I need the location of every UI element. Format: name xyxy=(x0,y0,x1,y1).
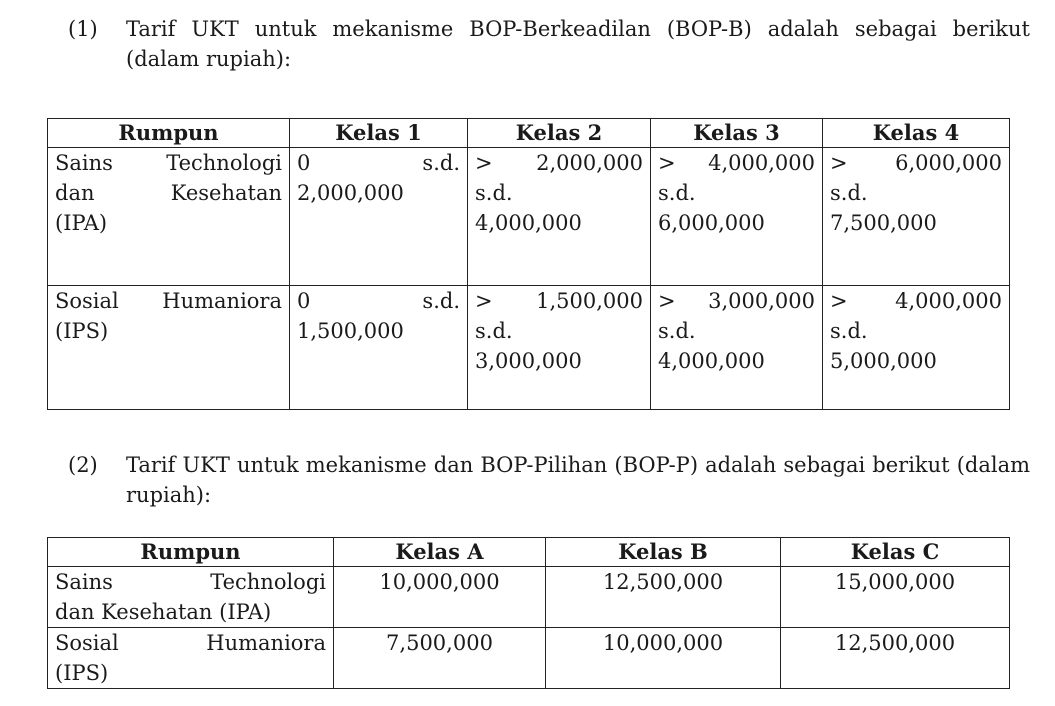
cell-line: > 4,000,000 xyxy=(658,151,815,175)
section-2-paragraph xyxy=(68,450,1030,510)
cell-line: 0 s.d. xyxy=(297,151,460,175)
cell-line: (IPS) xyxy=(55,319,109,343)
cell-line: Sosial Humaniora xyxy=(55,631,326,655)
cell-line: 6,000,000 xyxy=(658,211,765,235)
cell-line: (IPA) xyxy=(55,211,108,235)
column-header: Kelas 3 xyxy=(651,119,823,148)
table-cell xyxy=(823,286,1010,410)
column-header: Rumpun xyxy=(48,119,290,148)
cell-line: (IPS) xyxy=(55,661,109,685)
cell-line: 10,000,000 xyxy=(379,570,500,594)
table-cell xyxy=(48,628,334,689)
cell-line: > 3,000,000 xyxy=(658,289,815,313)
cell-line: s.d. xyxy=(658,319,696,343)
table-cell xyxy=(546,567,781,628)
table-cell xyxy=(290,286,468,410)
table-cell xyxy=(823,148,1010,286)
cell-line: 2,000,000 xyxy=(297,181,404,205)
table-cell xyxy=(651,148,823,286)
cell-line: 4,000,000 xyxy=(475,211,582,235)
header-row xyxy=(48,119,1010,148)
table-row xyxy=(48,148,1010,286)
cell-line: s.d. xyxy=(658,181,696,205)
cell-line: 7,500,000 xyxy=(830,211,937,235)
section-2-number: (2) xyxy=(68,453,98,477)
cell-line: Sains Technologi xyxy=(55,151,282,175)
cell-line: 12,500,000 xyxy=(602,570,724,594)
column-header: Kelas 4 xyxy=(823,119,1010,148)
table-cell xyxy=(781,628,1010,689)
section-1-text: Tarif UKT untuk mekanisme BOP-Berkeadilan (BOP-B) adalah sebagai berikut (dalam rupiah): xyxy=(126,17,1030,71)
table-cell xyxy=(546,628,781,689)
table-cell xyxy=(290,148,468,286)
cell-line: > 4,000,000 xyxy=(830,289,1002,313)
cell-line: s.d. xyxy=(830,319,868,343)
cell-line: s.d. xyxy=(830,181,868,205)
cell-line: > 6,000,000 xyxy=(830,151,1002,175)
cell-line: dan Kesehatan xyxy=(55,181,282,205)
cell-line: 1,500,000 xyxy=(297,319,404,343)
table-cell xyxy=(651,286,823,410)
column-header: Kelas 2 xyxy=(468,119,651,148)
table-cell xyxy=(468,148,651,286)
cell-line: 5,000,000 xyxy=(830,349,937,373)
cell-line: 4,000,000 xyxy=(658,349,765,373)
section-1-number: (1) xyxy=(68,17,98,41)
table-cell xyxy=(334,628,546,689)
bop-b-tariff-table xyxy=(47,118,1010,410)
cell-line: 15,000,000 xyxy=(834,570,956,594)
bop-p-tariff-table xyxy=(47,537,1010,689)
cell-line: 12,500,000 xyxy=(834,631,956,655)
cell-line: Sosial Humaniora xyxy=(55,289,282,313)
column-header: Kelas A xyxy=(334,538,546,567)
cell-line: > 2,000,000 xyxy=(475,151,643,175)
cell-line: 0 s.d. xyxy=(297,289,460,313)
cell-line: 10,000,000 xyxy=(602,631,724,655)
cell-line: s.d. xyxy=(475,319,513,343)
header-row xyxy=(48,538,1010,567)
cell-line: s.d. xyxy=(475,181,513,205)
column-header: Rumpun xyxy=(48,538,334,567)
cell-line: dan Kesehatan (IPA) xyxy=(55,600,272,624)
column-header: Kelas 1 xyxy=(290,119,468,148)
table-cell xyxy=(48,286,290,410)
cell-line: 7,500,000 xyxy=(386,631,493,655)
table-cell xyxy=(334,567,546,628)
column-header: Kelas B xyxy=(546,538,781,567)
column-header: Kelas C xyxy=(781,538,1010,567)
table-row xyxy=(48,567,1010,628)
section-1-paragraph xyxy=(68,14,1030,74)
table-row xyxy=(48,628,1010,689)
table-cell xyxy=(468,286,651,410)
cell-line: > 1,500,000 xyxy=(475,289,643,313)
table-cell xyxy=(48,148,290,286)
cell-line: 3,000,000 xyxy=(475,349,582,373)
section-2-text: Tarif UKT untuk mekanisme dan BOP-Pilihan (BOP-P) adalah sebagai berikut (dalam rupiah): xyxy=(126,453,1030,507)
table-cell xyxy=(781,567,1010,628)
table-row xyxy=(48,286,1010,410)
cell-line: Sains Technologi xyxy=(55,570,326,594)
table-cell xyxy=(48,567,334,628)
